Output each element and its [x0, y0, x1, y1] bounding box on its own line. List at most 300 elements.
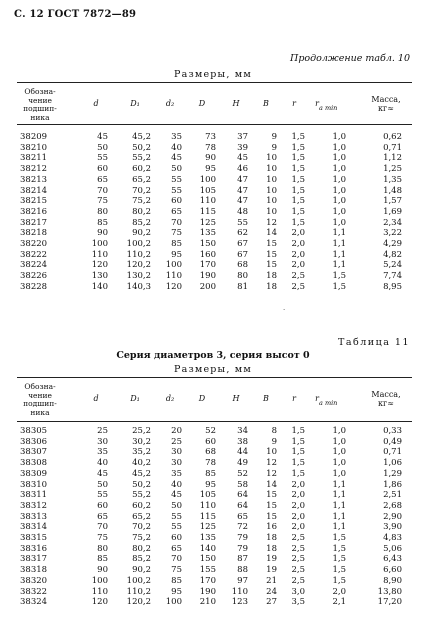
table1-cell-D: 170	[199, 260, 216, 271]
table1-cell-r: 1,5	[291, 206, 305, 217]
table2-header-mass: Масса, кг≈	[371, 390, 401, 408]
table1-cell-rmin: 1,1	[332, 249, 346, 260]
table2-cell-d2: 30	[171, 458, 182, 469]
table1-cell-D: 150	[199, 239, 216, 250]
table1-cell-d: 140	[91, 281, 108, 292]
table1-cell-rmin: 1,0	[332, 185, 346, 196]
table1-header-D1: D₁	[130, 99, 140, 108]
table2-cell-D: 68	[205, 447, 216, 458]
table2-cell-r: 1,5	[291, 436, 305, 447]
table2-cell-rmin: 1,0	[332, 436, 346, 447]
table1-cell-D: 90	[205, 153, 216, 164]
table2-cell-B: 8	[271, 426, 277, 436]
table1-cell-mass: 7,74	[383, 271, 402, 282]
table2-cell-d: 120	[91, 597, 108, 608]
table2-header-rule	[17, 421, 412, 422]
table1-cell-mass: 0,62	[383, 132, 402, 142]
table2-cell-H: 110	[231, 586, 248, 597]
table2-cell-mass: 2,90	[383, 511, 402, 522]
table2-cell-d: 100	[91, 575, 108, 586]
table1-cell-mass: 1,25	[383, 164, 402, 175]
table2-cell-H: 88	[237, 565, 248, 576]
table2-cell-designation: 38310	[20, 479, 48, 490]
table2-cell-H: 79	[237, 543, 248, 554]
table1-header-d: d	[93, 99, 99, 108]
table2-cell-D: 170	[199, 575, 216, 586]
table2-cell-d: 35	[97, 447, 108, 458]
table1-cell-d: 80	[97, 206, 108, 217]
table1-cell-D: 135	[199, 228, 216, 239]
table2-cell-d: 65	[97, 511, 108, 522]
table2-cell-H: 65	[237, 511, 248, 522]
table1-cell-r: 1,5	[291, 185, 305, 196]
table1-cell-rmin: 1,0	[332, 206, 346, 217]
table1-cell-designation: 38220	[20, 239, 48, 250]
table2-cell-D1: 75,2	[132, 533, 151, 544]
table2-cell-rmin: 1,5	[332, 575, 346, 586]
table2-header-rmin-sub: a min	[319, 399, 338, 407]
table2-cell-d2: 35	[171, 468, 182, 479]
table1-cell-r: 2,0	[291, 249, 305, 260]
table2-cell-d2: 30	[171, 447, 182, 458]
table1-cell-r: 1,5	[291, 174, 305, 185]
table2-cell-rmin: 1,1	[332, 479, 346, 490]
table2-cell-mass: 0,49	[383, 436, 402, 447]
table1-cell-D1: 110,2	[126, 249, 151, 260]
table1-cell-d2: 70	[171, 217, 182, 228]
table2-cell-B: 24	[266, 586, 277, 597]
table1-cell-H: 67	[237, 249, 248, 260]
table1-cell-r: 2,5	[291, 281, 305, 292]
table1-cell-H: 48	[237, 206, 248, 217]
table1-cell-D: 105	[199, 185, 216, 196]
table2-cell-d: 45	[97, 468, 108, 479]
table1-cell-B: 18	[266, 271, 277, 282]
table2-cell-rmin: 1,0	[332, 426, 346, 436]
table1-cell-H: 46	[237, 164, 248, 175]
table1-cell-r: 1,5	[291, 153, 305, 164]
table1-header-H: H	[232, 99, 240, 108]
table1-cell-r: 1,5	[291, 132, 305, 142]
table1-cell-d2: 60	[171, 196, 182, 207]
table2-cell-B: 18	[266, 543, 277, 554]
table2-cell-D1: 35,2	[132, 447, 151, 458]
table1-cell-d: 60	[97, 164, 108, 175]
table2-cell-d2: 50	[171, 500, 182, 511]
table2-sizes-title: Размеры, мм	[174, 364, 252, 375]
table2-cell-D: 85	[205, 468, 216, 479]
table2-cell-r: 2,5	[291, 533, 305, 544]
table2-cell-d2: 95	[171, 586, 182, 597]
table1-cell-B: 10	[266, 196, 277, 207]
table2-cell-rmin: 1,0	[332, 447, 346, 458]
table1-cell-rmin: 1,0	[332, 217, 346, 228]
table1-cell-rmin: 1,1	[332, 239, 346, 250]
table1-top-rule	[17, 82, 412, 83]
table2-cell-mass: 1,29	[383, 468, 402, 479]
table2-cell-D1: 70,2	[132, 522, 151, 533]
table2-cell-mass: 6,43	[383, 554, 402, 565]
table1-cell-D1: 60,2	[132, 164, 151, 175]
table2-cell-H: 49	[237, 458, 248, 469]
table1-cell-D: 125	[199, 217, 216, 228]
table1-cell-D1: 55,2	[132, 153, 151, 164]
table1-cell-B: 10	[266, 206, 277, 217]
table1-cell-D1: 140,3	[126, 281, 151, 292]
table1-cell-B: 12	[266, 217, 277, 228]
table1-cell-mass: 8,95	[383, 281, 402, 292]
table1-cell-d: 120	[91, 260, 108, 271]
table2-cell-d2: 70	[171, 554, 182, 565]
table-number: Таблица 11	[338, 337, 410, 348]
table2-cell-d: 85	[97, 554, 108, 565]
table2-cell-D: 95	[205, 479, 216, 490]
table1-header-designation: Обозна- чение подшип- ника	[23, 87, 57, 122]
table2-cell-d: 80	[97, 543, 108, 554]
table2-cell-r: 3,5	[291, 597, 305, 608]
table2-cell-d2: 25	[171, 436, 182, 447]
table1-cell-d: 65	[97, 174, 108, 185]
table2-cell-d: 90	[97, 565, 108, 576]
table1-cell-d2: 50	[171, 164, 182, 175]
table1-sizes-title: Размеры, мм	[174, 69, 252, 80]
table2-header-d: d	[93, 394, 99, 403]
table2-header-rmin: r a min	[315, 394, 338, 407]
table2-cell-rmin: 1,1	[332, 500, 346, 511]
table2-cell-D1: 80,2	[132, 543, 151, 554]
page-header: С. 12 ГОСТ 7872—89	[14, 9, 137, 20]
table2-cell-D: 60	[205, 436, 216, 447]
table1-cell-designation: 38209	[20, 132, 48, 142]
table1-cell-D1: 85,2	[132, 217, 151, 228]
table2-cell-mass: 1,86	[383, 479, 402, 490]
table2-cell-D1: 85,2	[132, 554, 151, 565]
table1-cell-B: 15	[266, 249, 277, 260]
table2-cell-mass: 1,06	[383, 458, 402, 469]
table1-header-B: B	[263, 99, 269, 108]
table1-cell-r: 1,5	[291, 217, 305, 228]
table2-cell-D: 105	[199, 490, 216, 501]
table1-cell-H: 62	[237, 228, 248, 239]
table2-cell-B: 16	[266, 522, 277, 533]
table1-cell-mass: 1,12	[383, 153, 402, 164]
table1-cell-rmin: 1,0	[332, 196, 346, 207]
table2-cell-mass: 13,80	[377, 586, 402, 597]
table2-cell-designation: 38320	[20, 575, 48, 586]
table1-cell-H: 80	[237, 271, 248, 282]
table2-cell-r: 2,0	[291, 490, 305, 501]
table2-cell-D1: 60,2	[132, 500, 151, 511]
table1-cell-mass: 2,34	[383, 217, 402, 228]
table1-column-D	[188, 132, 216, 293]
table1-cell-H: 47	[237, 196, 248, 207]
table1-cell-D: 160	[199, 249, 216, 260]
table2-cell-mass: 3,90	[383, 522, 402, 533]
table1-cell-B: 15	[266, 260, 277, 271]
table1-cell-r: 1,5	[291, 164, 305, 175]
table2-cell-d: 50	[97, 479, 108, 490]
table2-column-H	[224, 426, 248, 608]
table1-cell-r: 2,0	[291, 260, 305, 271]
table1-cell-rmin: 1,0	[332, 164, 346, 175]
table2-header-D1: D₁	[130, 394, 140, 403]
table1-cell-designation: 38215	[20, 196, 48, 207]
table2-cell-B: 12	[266, 468, 277, 479]
table1-cell-d: 45	[97, 132, 108, 142]
table1-cell-designation: 38214	[20, 185, 48, 196]
table-continuation-label: Продолжение табл. 10	[290, 53, 410, 64]
table2-cell-D: 52	[205, 426, 216, 436]
table2-cell-D1: 50,2	[132, 479, 151, 490]
table1-cell-H: 45	[237, 153, 248, 164]
table1-cell-D: 200	[199, 281, 216, 292]
table2-column-d2	[158, 426, 182, 608]
table2-cell-B: 27	[266, 597, 277, 608]
table2-cell-d2: 20	[171, 426, 182, 436]
table2-cell-H: 97	[237, 575, 248, 586]
table2-cell-d2: 85	[171, 575, 182, 586]
table2-cell-designation: 38324	[20, 597, 48, 608]
table2-cell-designation: 38315	[20, 533, 48, 544]
table2-cell-rmin: 1,1	[332, 490, 346, 501]
table1-cell-B: 14	[266, 228, 277, 239]
table1-cell-designation: 38212	[20, 164, 48, 175]
table2-cell-d: 25	[97, 426, 108, 436]
table1-cell-d: 90	[97, 228, 108, 239]
table1-cell-D1: 50,2	[132, 142, 151, 153]
table1-cell-D: 73	[205, 132, 216, 142]
table2-cell-B: 9	[271, 436, 277, 447]
table1-cell-H: 81	[237, 281, 248, 292]
table2-cell-D: 78	[205, 458, 216, 469]
table1-cell-designation: 38228	[20, 281, 48, 292]
table2-cell-H: 79	[237, 533, 248, 544]
table2-cell-d2: 45	[171, 490, 182, 501]
table2-cell-D: 135	[199, 533, 216, 544]
table2-cell-D1: 65,2	[132, 511, 151, 522]
table2-cell-d2: 100	[165, 597, 182, 608]
table1-cell-rmin: 1,1	[332, 228, 346, 239]
table1-cell-mass: 4,82	[383, 249, 402, 260]
table1-cell-d2: 65	[171, 206, 182, 217]
table1-cell-D1: 65,2	[132, 174, 151, 185]
table1-cell-D1: 120,2	[126, 260, 151, 271]
table1-cell-D: 78	[205, 142, 216, 153]
table1-cell-rmin: 1,1	[332, 260, 346, 271]
table2-cell-D1: 55,2	[132, 490, 151, 501]
table2-cell-B: 15	[266, 511, 277, 522]
table1-cell-designation: 38222	[20, 249, 48, 260]
table2-cell-d: 75	[97, 533, 108, 544]
table2-cell-H: 34	[237, 426, 248, 436]
table1-cell-D1: 130,2	[126, 271, 151, 282]
table1-cell-B: 15	[266, 239, 277, 250]
table1-cell-d2: 95	[171, 249, 182, 260]
table2-header-designation: Обозна- чение подшип- ника	[23, 382, 57, 417]
table2-header-d2: d₂	[165, 394, 175, 403]
table1-column-d2	[158, 132, 182, 293]
table2-cell-mass: 0,71	[383, 447, 402, 458]
table2-cell-r: 1,5	[291, 468, 305, 479]
table1-cell-designation: 38216	[20, 206, 48, 217]
table1-cell-d2: 120	[165, 281, 182, 292]
table2-cell-D: 115	[199, 511, 216, 522]
table2-cell-H: 123	[231, 597, 248, 608]
table1-cell-mass: 4,29	[383, 239, 402, 250]
table1-header-rmin-sub: a min	[319, 104, 338, 112]
table2-cell-mass: 2,51	[383, 490, 402, 501]
table1-column-designation	[20, 132, 60, 293]
table1-cell-B: 18	[266, 281, 277, 292]
table2-cell-B: 12	[266, 458, 277, 469]
table2-cell-rmin: 1,5	[332, 533, 346, 544]
table1-cell-d: 75	[97, 196, 108, 207]
table2-cell-B: 21	[266, 575, 277, 586]
table1-cell-d: 50	[97, 142, 108, 153]
table1-cell-D1: 100,2	[126, 239, 151, 250]
table1-cell-r: 2,0	[291, 228, 305, 239]
table2-cell-mass: 8,90	[383, 575, 402, 586]
table1-cell-H: 39	[237, 142, 248, 153]
table2-column-D1	[115, 426, 151, 608]
table1-header-rule	[17, 124, 412, 125]
table2-cell-rmin: 1,1	[332, 511, 346, 522]
table2-cell-D1: 45,2	[132, 468, 151, 479]
table1-cell-H: 47	[237, 185, 248, 196]
table1-cell-D1: 90,2	[132, 228, 151, 239]
table2-cell-rmin: 1,0	[332, 468, 346, 479]
table2-cell-designation: 38322	[20, 586, 48, 597]
table1-cell-d: 130	[91, 271, 108, 282]
table1-cell-D: 110	[199, 196, 216, 207]
table1-column-rmin	[312, 132, 346, 293]
table1-cell-rmin: 1,5	[332, 281, 346, 292]
table1-header-d2: d₂	[165, 99, 175, 108]
table1-cell-d2: 40	[171, 142, 182, 153]
table1-header-rmin: r a min	[315, 99, 338, 112]
table1-cell-mass: 0,71	[383, 142, 402, 153]
table2-cell-r: 2,5	[291, 554, 305, 565]
table1-cell-B: 9	[271, 142, 277, 153]
table1-cell-d2: 110	[165, 271, 182, 282]
table2-cell-designation: 38309	[20, 468, 48, 479]
table1-cell-designation: 38218	[20, 228, 48, 239]
table1-cell-D: 115	[199, 206, 216, 217]
table2-column-mass	[362, 426, 402, 608]
table2-cell-D: 155	[199, 565, 216, 576]
table2-cell-d2: 75	[171, 565, 182, 576]
table2-cell-D: 140	[199, 543, 216, 554]
table2-cell-B: 18	[266, 533, 277, 544]
table2-cell-r: 2,0	[291, 479, 305, 490]
table1-cell-mass: 1,48	[383, 185, 402, 196]
table1-cell-B: 10	[266, 153, 277, 164]
table2-cell-designation: 38312	[20, 500, 48, 511]
table2-cell-designation: 38305	[20, 426, 48, 436]
table1-cell-d: 70	[97, 185, 108, 196]
table1-cell-d: 100	[91, 239, 108, 250]
table1-cell-D1: 45,2	[132, 132, 151, 142]
table2-cell-B: 19	[266, 554, 277, 565]
table2-header-D: D	[198, 394, 206, 403]
table1-cell-rmin: 1,0	[332, 142, 346, 153]
table2-cell-d2: 60	[171, 533, 182, 544]
table2-column-D	[188, 426, 216, 608]
table1-cell-B: 10	[266, 185, 277, 196]
table2-cell-mass: 17,20	[377, 597, 402, 608]
table1-cell-d2: 85	[171, 239, 182, 250]
table1-cell-mass: 3,22	[383, 228, 402, 239]
table2-cell-rmin: 2,0	[332, 586, 346, 597]
table2-cell-H: 52	[237, 468, 248, 479]
table2-cell-rmin: 1,5	[332, 543, 346, 554]
table2-cell-H: 72	[237, 522, 248, 533]
table1-cell-designation: 38211	[20, 153, 48, 164]
table2-cell-d: 110	[91, 586, 108, 597]
table1-column-H	[224, 132, 248, 293]
table2-column-B	[255, 426, 277, 608]
table2-cell-r: 2,0	[291, 522, 305, 533]
table2-cell-B: 10	[266, 447, 277, 458]
table2-cell-rmin: 2,1	[332, 597, 346, 608]
table2-cell-H: 58	[237, 479, 248, 490]
table1-header-r: r	[292, 99, 296, 108]
table2-cell-rmin: 1,1	[332, 522, 346, 533]
table1-cell-mass: 5,24	[383, 260, 402, 271]
table2-cell-B: 15	[266, 500, 277, 511]
table2-cell-designation: 38313	[20, 511, 48, 522]
scan-mark: ·	[283, 306, 286, 314]
table2-cell-d2: 55	[171, 511, 182, 522]
table1-cell-B: 10	[266, 174, 277, 185]
table2-cell-d: 60	[97, 500, 108, 511]
table1-header-D: D	[198, 99, 206, 108]
table1-cell-designation: 38217	[20, 217, 48, 228]
table2-cell-rmin: 1,5	[332, 565, 346, 576]
table2-cell-d: 70	[97, 522, 108, 533]
table2-cell-H: 64	[237, 500, 248, 511]
table2-cell-designation: 38317	[20, 554, 48, 565]
table2-top-rule	[17, 377, 412, 378]
table2-cell-mass: 0,33	[383, 426, 402, 436]
table1-cell-d2: 45	[171, 153, 182, 164]
table2-cell-r: 3,0	[291, 586, 305, 597]
table1-cell-H: 37	[237, 132, 248, 142]
table1-cell-r: 2,5	[291, 271, 305, 282]
table2-column-designation	[20, 426, 60, 608]
table2-cell-d2: 40	[171, 479, 182, 490]
table1-column-mass	[362, 132, 402, 293]
table2-cell-r: 2,0	[291, 500, 305, 511]
table2-cell-designation: 38306	[20, 436, 48, 447]
table2-header-H: H	[232, 394, 240, 403]
table2-cell-D: 210	[199, 597, 216, 608]
table2-cell-rmin: 1,5	[332, 554, 346, 565]
table2-cell-D1: 110,2	[126, 586, 151, 597]
table1-cell-H: 55	[237, 217, 248, 228]
table1-cell-D1: 70,2	[132, 185, 151, 196]
table2-header-r: r	[292, 394, 296, 403]
table2-cell-D: 110	[199, 500, 216, 511]
table2-cell-designation: 38307	[20, 447, 48, 458]
table2-cell-mass: 5,06	[383, 543, 402, 554]
table2-cell-D1: 30,2	[132, 436, 151, 447]
table2-column-r	[281, 426, 305, 608]
table1-cell-H: 67	[237, 239, 248, 250]
table1-header-mass: Масса, кг≈	[371, 95, 401, 113]
table2-cell-r: 1,5	[291, 458, 305, 469]
table1-cell-D1: 75,2	[132, 196, 151, 207]
